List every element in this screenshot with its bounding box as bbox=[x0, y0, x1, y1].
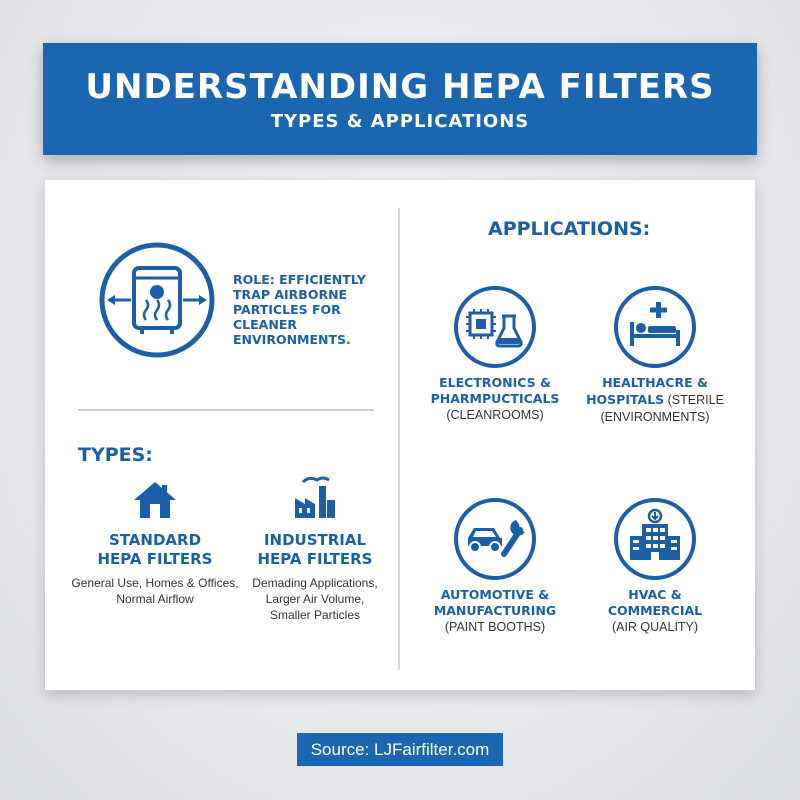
type-industrial bbox=[225, 476, 405, 623]
app-line2: HOSPITALS (STERILE bbox=[586, 392, 724, 407]
app-line2: COMMERCIAL bbox=[607, 603, 703, 618]
application-healthcare: HEALTHACRE & HOSPITALS (STERILE (ENVIRONMENTS) bbox=[580, 284, 730, 425]
type-description: Demading Applications, Larger Air Volume, Smaller Particles bbox=[252, 576, 378, 622]
application-automotive: AUTOMOTIVE & MANUFACTURING (PAINT BOOTHS) bbox=[420, 496, 570, 635]
air-purifier-icon bbox=[97, 240, 217, 360]
type-name: INDUSTRIAL HEPA FILTERS bbox=[257, 531, 373, 568]
car-wrench-icon bbox=[452, 496, 538, 582]
building-icon bbox=[612, 496, 698, 582]
types-heading: TYPES: bbox=[78, 444, 153, 466]
horizontal-divider bbox=[78, 409, 374, 411]
applications-heading: APPLICATIONS: bbox=[488, 218, 651, 240]
chip-flask-icon bbox=[452, 284, 538, 370]
house-icon bbox=[132, 480, 178, 520]
factory-icon bbox=[291, 476, 339, 520]
header-banner bbox=[43, 43, 757, 155]
hospital-bed-icon bbox=[612, 284, 698, 370]
page-title: UNDERSTANDING HEPA FILTERS bbox=[85, 67, 715, 107]
page-subtitle: TYPES & APPLICATIONS bbox=[270, 111, 530, 132]
type-description: General Use, Homes & Offices, Normal Airflow bbox=[71, 576, 239, 606]
content-card bbox=[45, 180, 755, 690]
application-electronics: ELECTRONICS & PHARMPUCTICALS (CLEANROOMS) bbox=[420, 284, 570, 423]
app-line2: MANUFACTURING bbox=[433, 603, 557, 618]
app-line2: PHARMPUCTICALS bbox=[430, 391, 560, 406]
type-name: STANDARD HEPA FILTERS bbox=[97, 531, 213, 568]
type-standard bbox=[65, 480, 245, 607]
source-footer: Source: LJFairfilter.com bbox=[297, 733, 503, 766]
application-hvac: HVAC & COMMERCIAL (AIR QUALITY) bbox=[580, 496, 730, 635]
role-description: ROLE: EFFICIENTLY TRAP AIRBORNE PARTICLES FOR CLEANER ENVIRONMENTS. bbox=[233, 272, 366, 347]
